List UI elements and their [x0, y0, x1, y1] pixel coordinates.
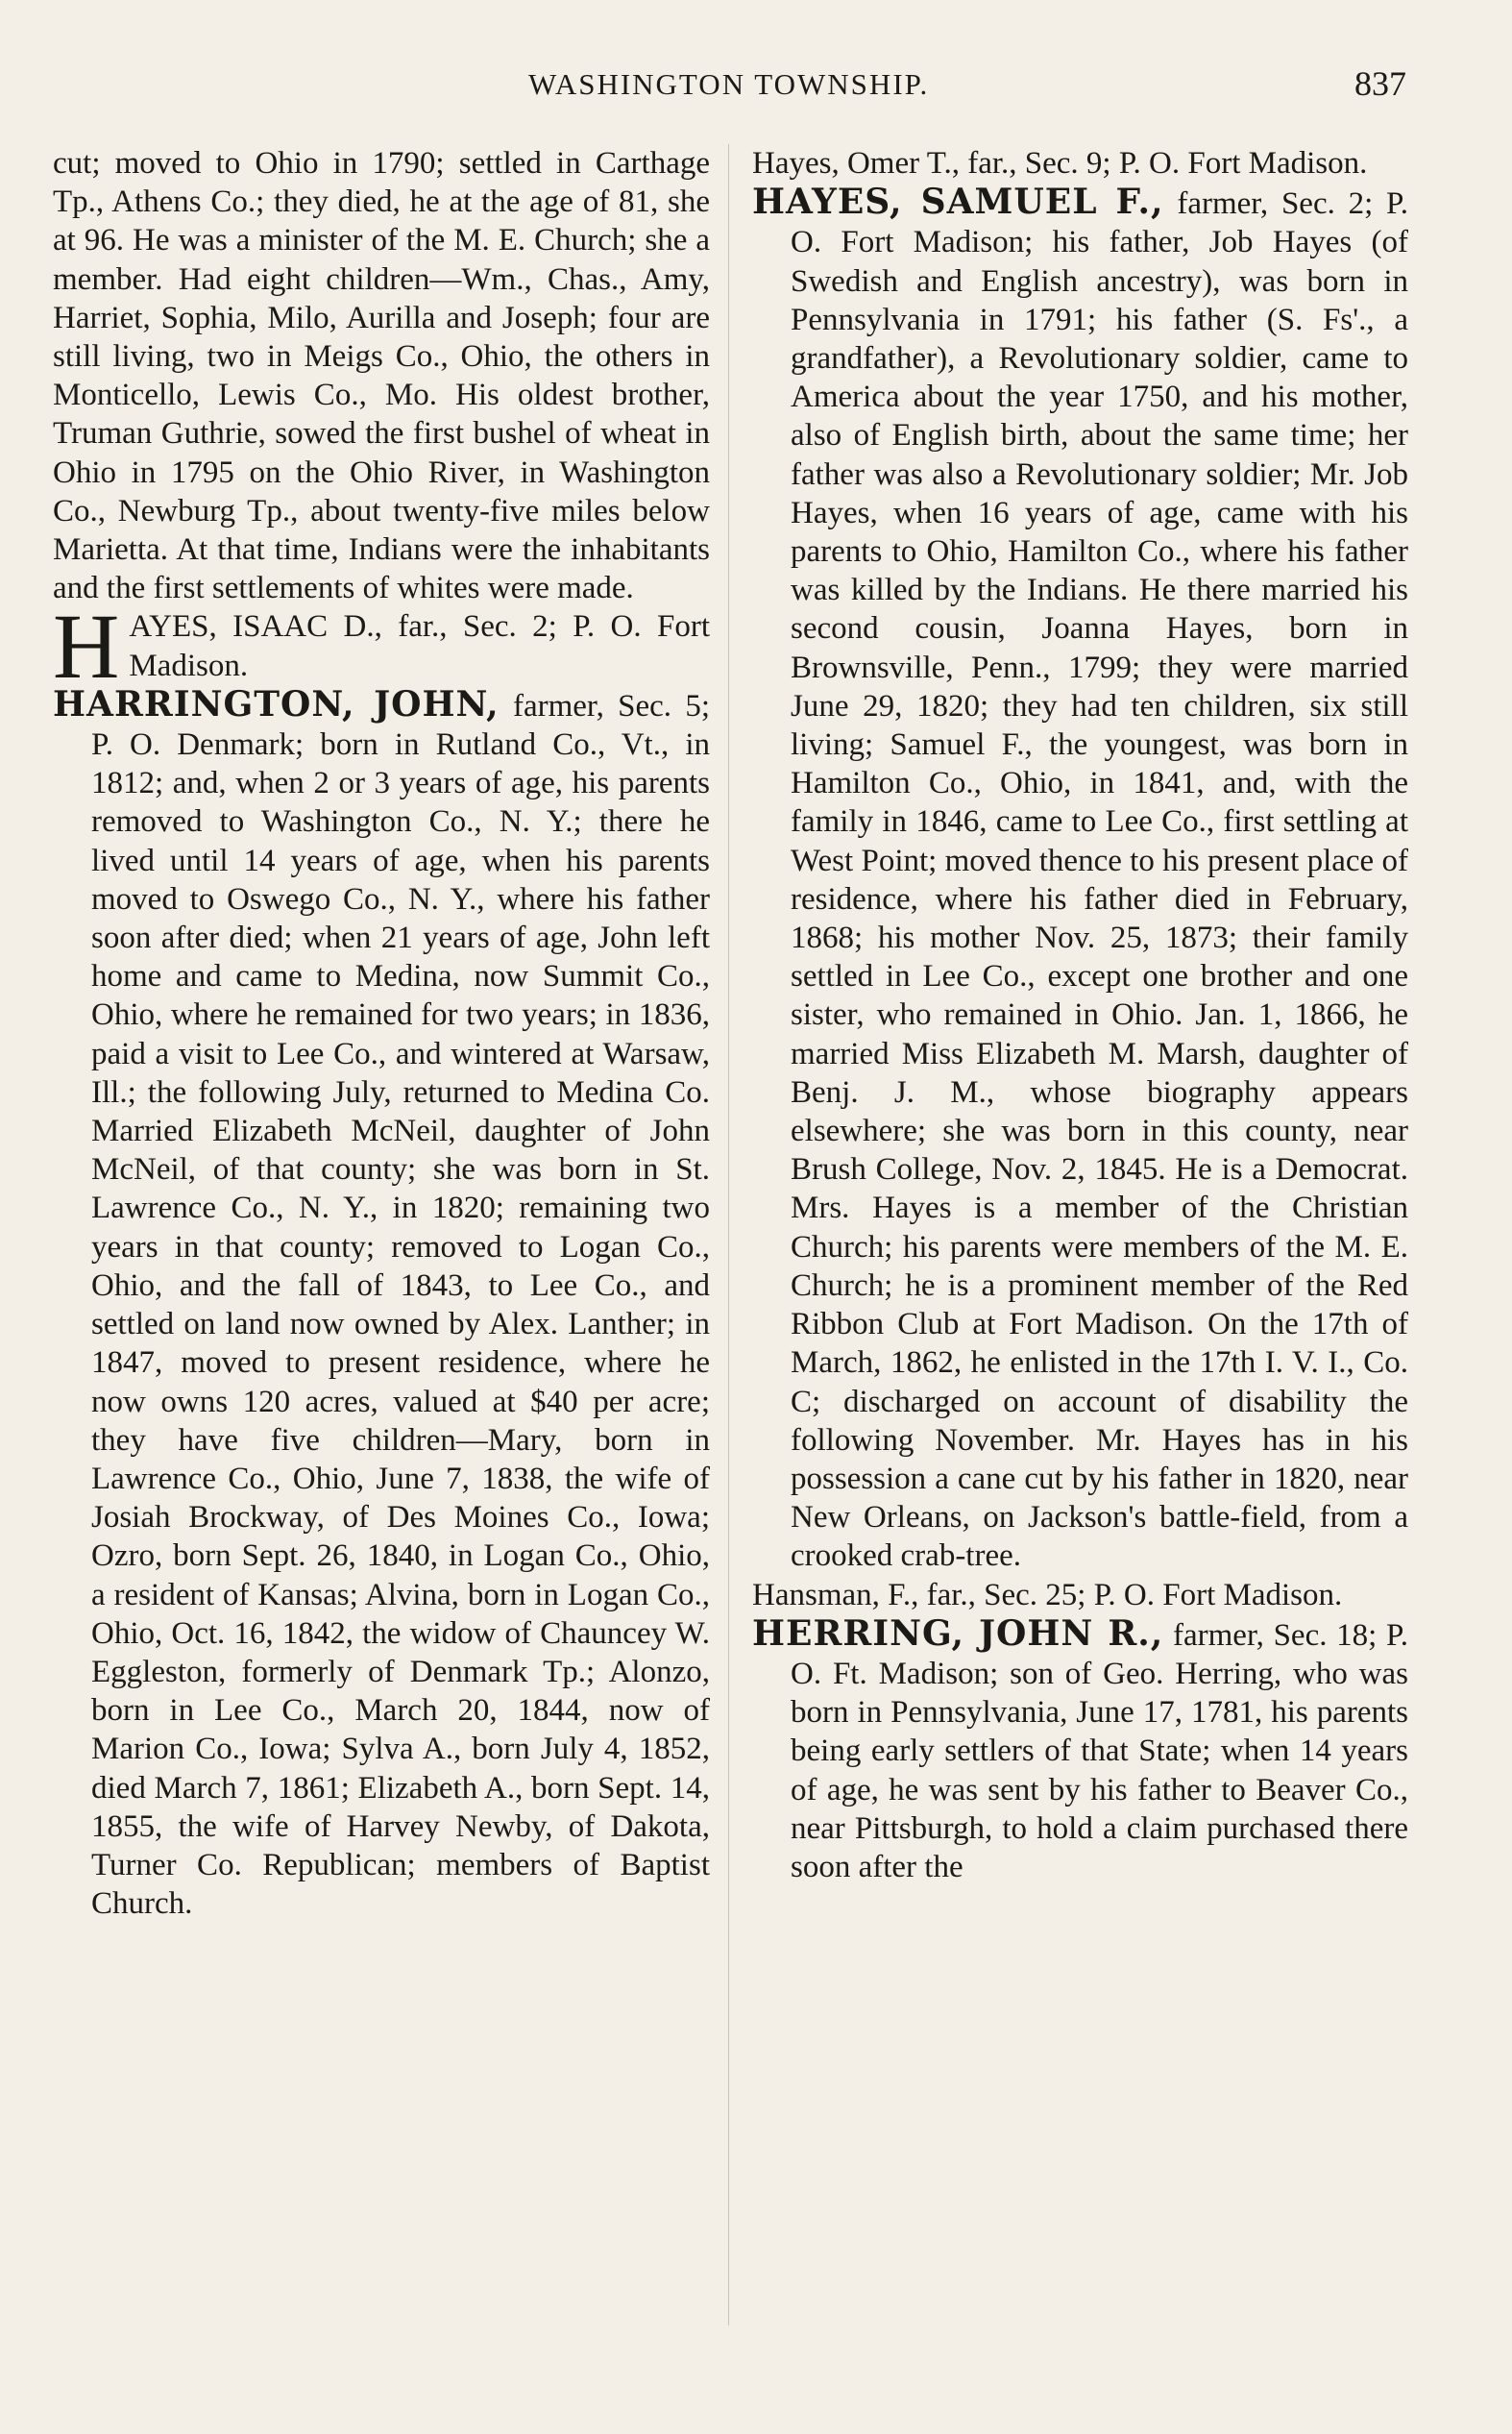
entry-hayes-isaac: [53, 595, 710, 699]
entry-name: HARRINGTON, JOHN,: [53, 683, 500, 725]
entry-hayes-omer: [752, 144, 1408, 183]
page-number: 837: [1354, 64, 1406, 103]
entry-hansman: [752, 1576, 1408, 1614]
entry-text: Hayes, Omer T., far., Sec. 9; P. O. Fort Madison.: [752, 146, 1368, 181]
entry-text: farmer, Sec. 5; P. O. Denmark; born in Rutland Co., Vt., in 1812; and, when 2 or 3 years of age, his parents removed to Washington Co., N. Y.; there he lived until 14 years of age, when his parents moved to Oswego Co., N. Y., where his father soon after died; when 21 years of age, John left home and came to Medina, now Summit Co., Ohio, where he remained for two years; in 1836, paid a visit to Lee Co., and wintered at Warsaw, Ill.; the following July, returned to Medina Co. Married Elizabeth McNeil, daughter of John McNeil, of that county; she was born in St. Lawrence Co., N. Y., in 1820; remaining two years in that county; removed to Logan Co., Ohio, and the fall of 1843, to Lee Co., and settled on land now owned by Alex. Lanther; in 1847, moved to present residence, where he now owns 120 acres, valued at $40 per acre; they have five children—Mary, born in Lawrence Co., Ohio, June 7, 1838, the wife of Josiah Brockway, of Des Moines Co., Iowa; Ozro, born Sept. 26, 1840, in Logan Co., Ohio, a resident of Kansas; Alvina, born in Logan Co., Ohio, Oct. 16, 1842, the widow of Chauncey W. Eggleston, formerly of Denmark Tp.; Alonzo, born in Lee Co., March 20, 1844, now of Marion Co., Iowa; Sylva A., born July 4, 1852, died March 7, 1861; Elizabeth A., born Sept. 14, 1855, the wife of Harvey Newby, of Dakota, Turner Co. Republican; members of Baptist Church.: [91, 688, 710, 1922]
left-column: [53, 144, 710, 1923]
entry-name: HERRING, JOHN R.,: [752, 1612, 1164, 1654]
entry-text: AYES, ISAAC D., far., Sec. 2; P. O. Fort Madison.: [129, 609, 710, 683]
entry-harrington-john: [53, 685, 710, 1924]
running-head: WASHINGTON TOWNSHIP.: [528, 67, 930, 101]
entry-name: HAYES, SAMUEL F.,: [752, 182, 1164, 223]
column-divider: [728, 144, 729, 2325]
entry-text: farmer, Sec. 2; P. O. Fort Madison; his father, Job Hayes (of Swedish and English ancestry), was born in Pennsylvania in 1791; his father (S. Fs'., a grandfather), a Revolutionary soldier, came to America about the year 1750, and his mother, also of English birth, about the same time; her father was also a Revolutionary soldier; Mr. Job Hayes, when 16 years of age, came with his parents to Ohio, Hamilton Co., where his father was killed by the Indians. He there married his second cousin, Joanna Hayes, born in Brownsville, Penn., 1799; they were married June 29, 1820; they had ten children, six still living; Samuel F., the youngest, was born in Hamilton Co., Ohio, in 1841, and, with the family in 1846, came to Lee Co., first settling at West Point; moved thence to his present place of residence, where his father died in February, 1868; his mother Nov. 25, 1873; their family settled in Lee Co., except one brother and one sister, who remained in Ohio. Jan. 1, 1866, he married Miss Elizabeth M. Marsh, daughter of Benj. J. M., whose biography appears elsewhere; she was born in this county, near Brush College, Nov. 2, 1845. He is a Democrat. Mrs. Hayes is a member of the Christian Church; his parents were members of the M. E. Church; he is a prominent member of the Red Ribbon Club at Fort Madison. On the 17th of March, 1862, he enlisted in the 17th I. V. I., Co. C; discharged on account of disability the following November. Mr. Hayes has in his possession a cane cut by his father in 1820, near New Orleans, on Jackson's battle-field, from a crooked crab-tree.: [791, 186, 1408, 1574]
entry-herring-john: [752, 1614, 1408, 1886]
entry-text: farmer, Sec. 18; P. O. Ft. Madison; son of Geo. Herring, who was born in Pennsylvania, June 17, 1781, his parents being early settlers of that State; when 14 years of age, he was sent by his father to Beaver Co., near Pittsburgh, to hold a claim purchased there soon after the: [791, 1617, 1408, 1884]
continuation-paragraph: [53, 144, 710, 607]
right-column: [752, 144, 1408, 1886]
entry-hayes-samuel: [752, 183, 1408, 1575]
continuation-text: cut; moved to Ohio in 1790; settled in Carthage Tp., Athens Co.; they died, he at the age of 81, she at 96. He was a minister of the M. E. Church; she a member. Had eight children—Wm., Chas., Amy, Harriet, Sophia, Milo, Aurilla and Joseph; four are still living, two in Meigs Co., Ohio, the others in Monticello, Lewis Co., Mo. His oldest brother, Truman Guthrie, sowed the first bushel of wheat in Ohio in 1795 on the Ohio River, in Washington Co., Newburg Tp., about twenty-five miles below Marietta. At that time, Indians were the inhabitants and the first settlements of whites were made.: [53, 146, 710, 606]
page-header: [0, 64, 1512, 125]
drop-cap: H: [53, 595, 120, 699]
entry-text: Hansman, F., far., Sec. 25; P. O. Fort Madison.: [752, 1577, 1343, 1612]
